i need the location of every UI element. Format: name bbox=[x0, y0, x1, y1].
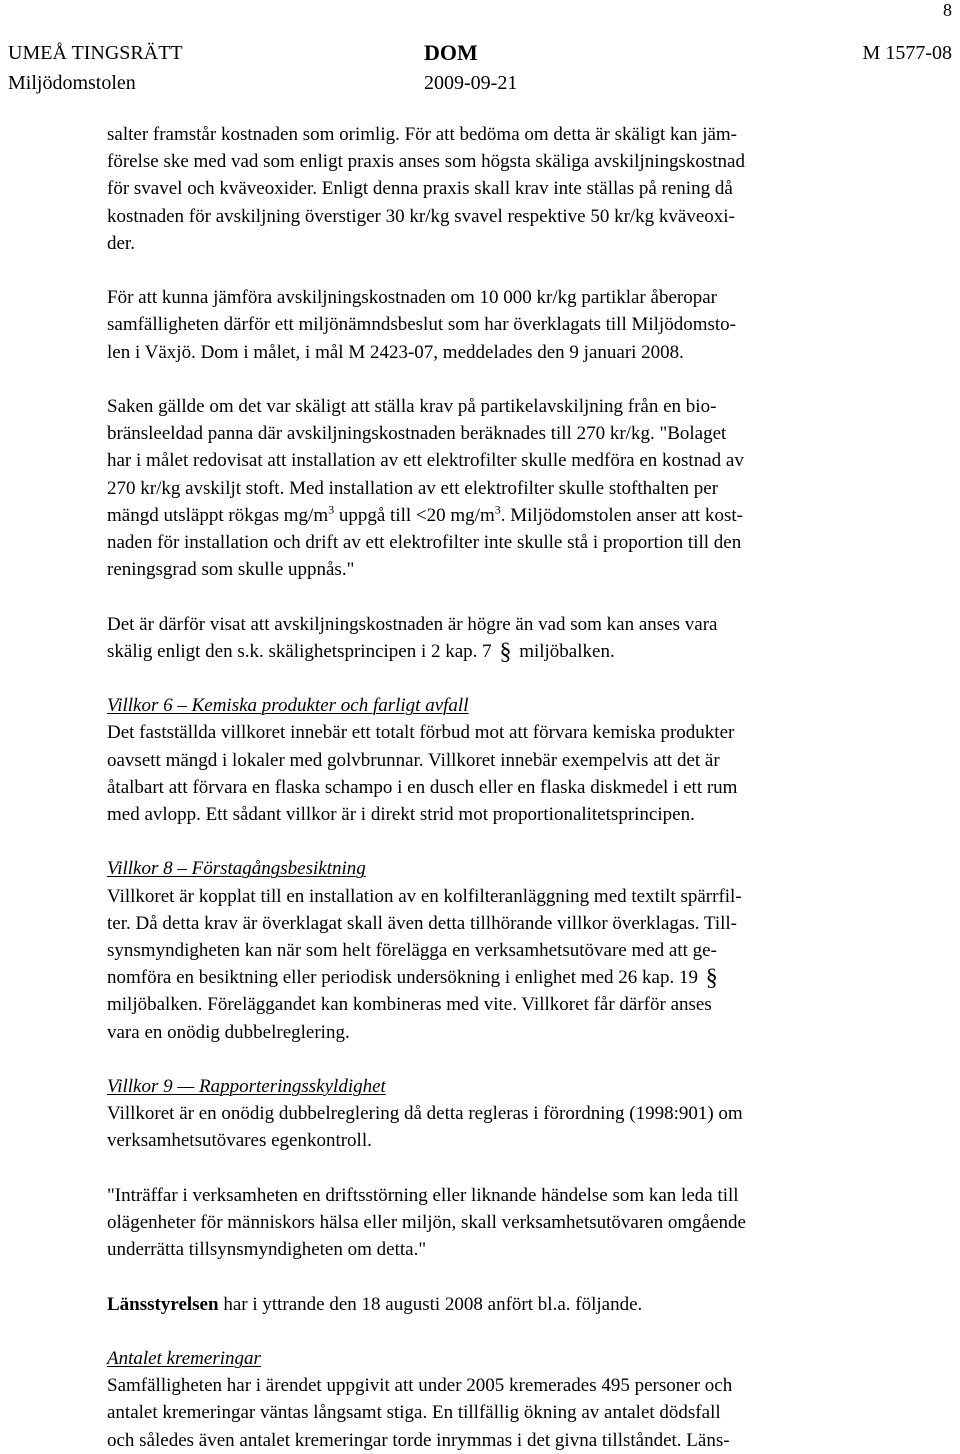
quote-paragraph: "Inträffar i verksamheten en driftsstörning eller liknande händelse som kan leda till olägenheter för människors hälsa eller miljön, skall verksamhetsutövaren omgående underrätta tillsynsmyndigheten om detta." bbox=[107, 1184, 746, 1261]
section-heading: Villkor 6 – Kemiska produkter och farligt avfall bbox=[107, 695, 469, 717]
section-villkor-6: Villkor 6 – Kemiska produkter och farligt avfall Det fastställda villkoret innebär ett totalt förbud mot att förvara kemiska produkter oavsett mängd i lokaler med golvbrunnar. Villkoret innebär exempelvis att det är åtalbart att förvara en flaska schampo i en dusch eller en flaska diskmedel i ett rum med avlopp. Ett sådant villkor är i direkt strid mot proportionalitetsprincipen. bbox=[107, 695, 738, 826]
header-row-1 bbox=[0, 38, 960, 68]
page-number: 8 bbox=[943, 0, 952, 20]
section-heading: Antalet kremeringar bbox=[107, 1348, 261, 1369]
court-division: Miljödomstolen bbox=[8, 72, 136, 94]
paragraph-3: Saken gällde om det var skäligt att ställa krav på partikelavskiljning från en bio- bränsleeldad panna där avskiljningskostnaden beräknades till 270 kr/kg. "Bolaget har i målet redovisat att installation av ett elektrofilter skulle medföra en kostnad av 270 kr/kg avskiljt stoft. Med installation av ett elektrofilter skulle stofthalten per mängd utsläppt rökgas $mg/m^3$ uppgå till <20 $mg/m^3$. Miljödomstolen anser att kost- naden för installation och drift av ett elektrofilter inte skulle stå i proportion till den reningsgrad som skulle uppnås." bbox=[107, 396, 744, 581]
section-heading: Villkor 9 — Rapporteringsskyldighet bbox=[107, 1076, 386, 1098]
court-name: UMEÅ TINGSRÄTT bbox=[8, 42, 183, 64]
paragraph-4: Det är därför visat att avskiljningskostnaden är högre än vad som kan anses vara skälig enligt den s.k. skälighetsprincipen i 2 kap. 7 § miljöbalken. bbox=[107, 613, 718, 665]
case-number: M 1577-08 bbox=[862, 42, 952, 64]
section-heading: Villkor 8 – Förstagångsbesiktning bbox=[107, 858, 366, 880]
superscript: 3 bbox=[328, 502, 335, 517]
section-sign: § bbox=[705, 965, 718, 992]
document-body bbox=[107, 121, 907, 1454]
lansstyrelsen-paragraph: Länsstyrelsen har i yttrande den 18 augusti 2008 anfört bl.a. följande. bbox=[107, 1293, 643, 1315]
paragraph-1: salter framstår kostnaden som orimlig. För att bedöma om detta är skäligt kan jäm- förelse ske med vad som enligt praxis anses som högsta skäliga avskiljningskostnad för svavel och kväveoxider. Enligt denna praxis skall krav inte ställas på rening då kostnaden för avskiljning överstiger 30 kr/kg svavel respektive 50 kr/kg kväveoxi- der. bbox=[107, 124, 745, 254]
section-sign: § bbox=[499, 638, 512, 665]
document-date: 2009-09-21 bbox=[424, 72, 518, 94]
section-villkor-9: Villkor 9 — Rapporteringsskyldighet Villkoret är en onödig dubbelreglering då detta regleras i förordning (1998:901) om verksamhetsutövares egenkontroll. bbox=[107, 1076, 743, 1152]
party-name: Länsstyrelsen bbox=[107, 1293, 219, 1315]
section-villkor-8: Villkor 8 – Förstagångsbesiktning Villkoret är kopplat till en installation av en kolfilteranläggning med textilt spärrfil- ter. Då detta krav är överklagat skall även detta tillhörande villkor överklagas. Till- synsmyndigheten kan när som helt förelägga en verksamhetsutövare med att ge- nomföra en besiktning eller periodisk undersökning i enlighet med 26 kap. 19 § miljöbalken. Föreläggandet kan kombineras med vite. Villkoret får därför anses vara en onödig dubbelreglering. bbox=[107, 858, 742, 1043]
paragraph-2: För att kunna jämföra avskiljningskostnaden om 10 000 kr/kg partiklar åberopar samfälligheten därför ett miljönämndsbeslut som har överklagats till Miljödomsto- len i Växjö. Dom i målet, i mål M 2423-07, meddelades den 9 januari 2008. bbox=[107, 287, 736, 363]
document-type: DOM bbox=[424, 40, 478, 65]
superscript: 3 bbox=[494, 502, 501, 517]
header-row-2 bbox=[0, 68, 960, 98]
section-antalet-kremeringar: Antalet kremeringar Samfälligheten har i ärendet uppgivit att under 2005 kremerades 495 personer och antalet kremeringar väntas långsamt stiga. En tillfällig ökning av antalet dödsfall och således även antalet kremeringar torde inrymmas i det givna tillståndet. Läns- bbox=[107, 1348, 733, 1451]
